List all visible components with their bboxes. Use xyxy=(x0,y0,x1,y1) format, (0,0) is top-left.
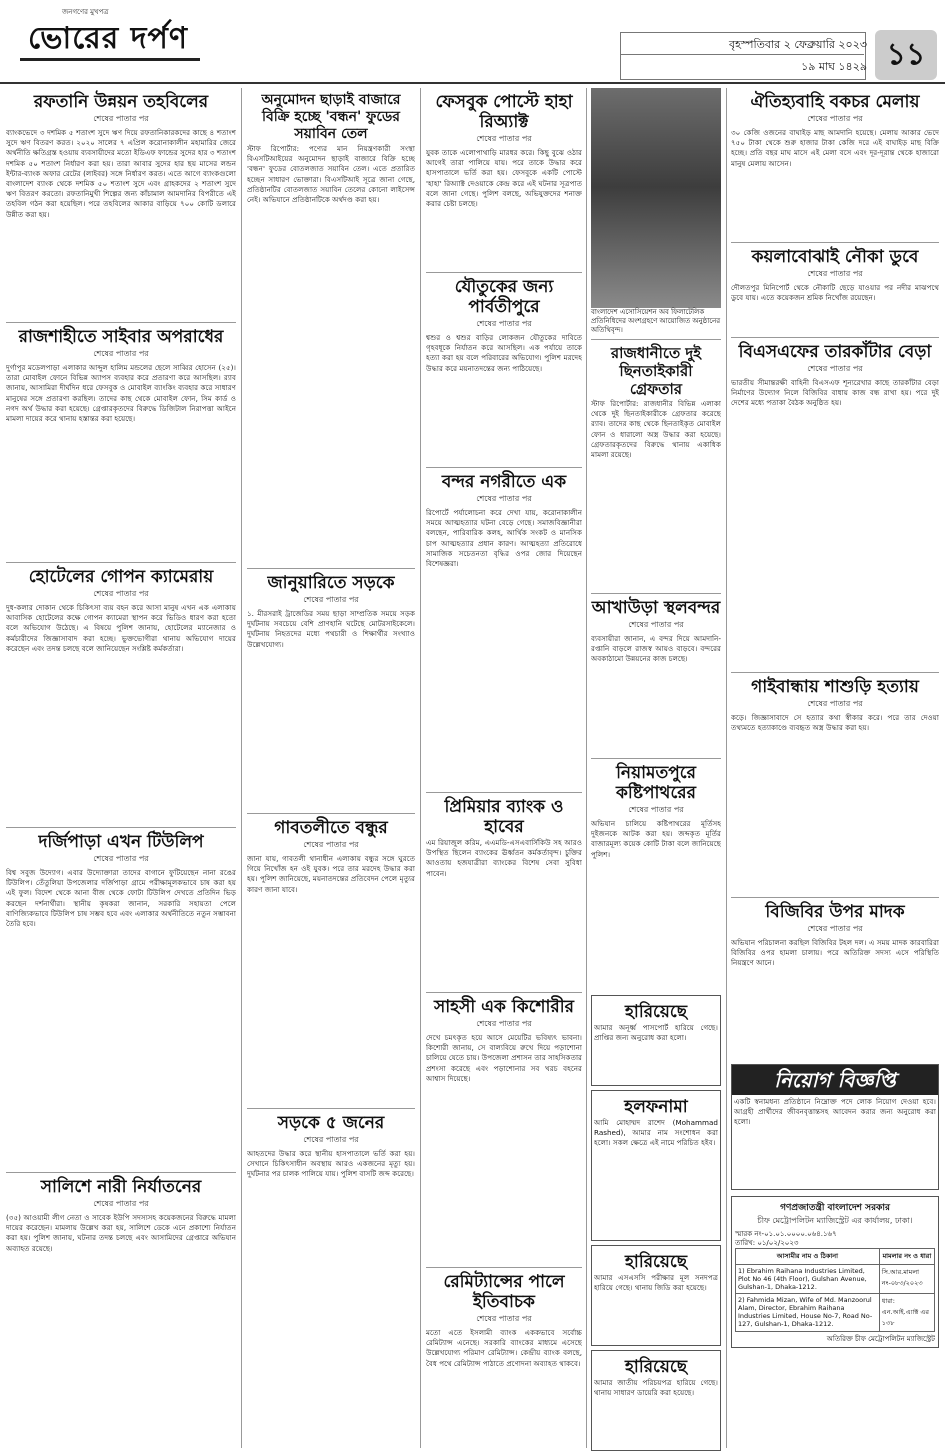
notice-table xyxy=(735,1248,935,1332)
issue-date: বৃহস্পতিবার ২ ফেব্রুয়ারি ২০২৩ xyxy=(728,38,867,51)
issue-date-bangla: ১৯ মাঘ ১৪২৯ xyxy=(801,60,867,73)
headline: অনুমোদন ছাড়াই বাজারে বিক্রি হচ্ছে 'বন্ধন' ফুডের সয়াবিন তেল xyxy=(261,92,401,142)
headline: সালিশে নারী নির্যাতনের xyxy=(40,1177,202,1197)
headline: বন্দর নগরীতে এক xyxy=(441,472,567,492)
headline: ঐতিহ্যবাহি বকচর মেলায় xyxy=(750,92,920,112)
headline: আখাউড়া স্থলবন্দর xyxy=(591,598,721,618)
article-divider xyxy=(426,467,582,468)
article-divider xyxy=(731,672,939,673)
continued-label: শেষের পাতার পর xyxy=(93,114,149,123)
job-notice-title: নিয়োগ বিজ্ঞপ্তি xyxy=(732,1065,938,1095)
gov-office: চীফ মেট্রোপলিটন ম্যাজিস্ট্রেট এর কার্যালয়, ঢাকা। xyxy=(757,1216,913,1225)
headline: নিয়ামতপুরে কষ্টিপাথরের xyxy=(616,763,696,803)
article-body: অভিযান চালিয়ে কষ্টিপাথরের মূর্তিসহ দুইজনকে আটক করা হয়। জব্দকৃত মূর্তির বাজারমূল্য কয়েক কোটি টাকা বলে জানিয়েছে পুলিশ। xyxy=(591,819,721,859)
article-body: ব্যবসায়ীরা জানান, এ বন্দর দিয়ে আমদানি-রপ্তানি বাড়লে রাজস্ব আয়ও বাড়বে। বন্দরের অবকাঠামো উন্নয়নের কাজ চলছে। xyxy=(591,634,721,664)
masthead xyxy=(0,0,945,82)
headline: রাজশাহীতে সাইবার অপরাধের xyxy=(18,327,224,347)
continued-label: শেষের পাতার পর xyxy=(807,114,863,123)
article-body: বিশ্ব সবুজ উদ্যোগ। এবার উদ্যোক্তারা তাদের বাগানে ফুটিয়েছেন নানা রঙের টিউলিপ। তেঁতুলিয়া উপজেলার দর্জিপাড়া গ্রামে পরীক্ষামূলকভাবে চাষ করা হয় এই ফুল। বিদেশ থেকে আনা বীজ থেকে ফোটা টিউলিপ দেখতে প্রতিদিন ভিড় করছেন দর্শনার্থীরা। স্থানীয় কৃষকরা জানান, সরকারি সহায়তা পেলে বাণিজ্যিকভাবে টিউলিপ চাষ সম্ভব হবে এবং এলাকার অর্থনীতিতে নতুন সম্ভাবনা তৈরি হবে। xyxy=(6,868,236,929)
continued-label: শেষের পাতার পর xyxy=(476,1019,532,1028)
classified-affidavit xyxy=(591,1090,721,1241)
job-notice xyxy=(731,1064,939,1190)
signature: অতিরিক্ত চীফ মেট্রোপলিটন ম্যাজিস্ট্রেট xyxy=(826,1335,935,1343)
article-body: স্টাফ রিপোর্টার: রাজধানীর বিভিন্ন এলাকা থেকে দুই ছিনতাইকারীকে গ্রেফতার করেছে র‌্যাব। তাদের কাছ থেকে ছিনতাইকৃত মোবাইল ফোন ও ধারালো অস্ত্র উদ্ধার করা হয়েছে। গ্রেফতারকৃতদের বিরুদ্ধে থানায় একাধিক মামলা রয়েছে। xyxy=(591,399,721,460)
classified-lost xyxy=(591,1245,721,1346)
column-divider xyxy=(241,88,242,1448)
continued-label: শেষের পাতার পর xyxy=(93,589,149,598)
article-divider xyxy=(591,593,721,594)
article-body: মতো এতে ইসলামী ব্যাংক এককভাবে সর্বোচ্চ রেমিট্যান্স এনেছে। সরকারি ব্যাংকের মাধ্যমে এসেছে উল্লেখযোগ্য পরিমাণ রেমিট্যান্স। কেন্দ্রীয় ব্যাংক বলছে, বৈধ পথে রেমিট্যান্স পাঠাতে প্রণোদনা অব্যাহত থাকবে। xyxy=(426,1328,582,1368)
article-divider xyxy=(591,758,721,759)
headline: রফতানি উন্নয়ন তহবিলের xyxy=(33,92,209,112)
classified-text: আমি মোহাম্মদ রাশেদ (Mohammad Rashed), আমার নাম সংশোধন করা হলো। সকল ক্ষেত্রে এই নামে পরিচিত হইব। xyxy=(594,1118,718,1148)
article-body: (৩৫) আওয়ামী লীগ নেতা ও সাবেক ইউপি সদস্যসহ কয়েকজনের বিরুদ্ধে মামলা দায়ের করেছেন। মামলায় উল্লেখ করা হয়, সালিশে ডেকে এনে প্রকাশ্যে নির্যাতন করা হয়। পুলিশ জানায়, ঘটনার তদন্ত চলছে এবং আসামিদের গ্রেপ্তারে অভিযান অব্যাহত রয়েছে। xyxy=(6,1213,236,1253)
headline: যৌতুকের জন্য পার্বতীপুরে xyxy=(454,277,554,317)
article-body: দুর্গাপুর মডেলপাড়া এলাকার আব্দুল হালিম মন্ডলের ছেলে সাব্বির হোসেন (২৫)। তারা মোবাইল ফোনে বিভিন্ন অ্যাপস ব্যবহার করে প্রতারণা করে আসছিল। র‌্যাব জানায়, আসামিরা দীর্ঘদিন ধরে ফেসবুক ও মোবাইল ব্যাংকিং ব্যবহার করে সাধারণ মানুষের সঙ্গে প্রতারণা করছিল। তাদের কাছ থেকে মোবাইল ফোন, সিম কার্ড ও নগদ অর্থ উদ্ধার করা হয়েছে। গ্রেপ্তারকৃতদের বিরুদ্ধে ডিজিটাল নিরাপত্তা আইনে মামলা দায়ের করে থানায় হস্তান্তর করা হয়েছে। xyxy=(6,363,236,424)
gov-title: গণপ্রজাতন্ত্রী বাংলাদেশ সরকার xyxy=(780,1203,890,1213)
article-divider xyxy=(6,1172,236,1173)
classified-title: হারিয়েছে xyxy=(624,1252,688,1272)
article-divider xyxy=(731,242,939,243)
table-header: আসামীর নাম ও ঠিকানা xyxy=(736,1249,880,1265)
column-5 xyxy=(731,88,939,1348)
headline: গাবতলীতে বন্ধুর xyxy=(274,818,388,838)
column-divider xyxy=(586,88,587,1448)
headline: কয়লাবোঝাই নৌকা ডুবে xyxy=(751,247,919,267)
continued-label: শেষের পাতার পর xyxy=(807,924,863,933)
table-cell: ধারা: এন.আই.এ্যাক্ট এর ১৩৮ xyxy=(879,1294,934,1332)
headline: জানুয়ারিতে সড়কে xyxy=(267,573,395,593)
gov-date: তারিখ: ০১/০২/২০২৩ xyxy=(735,1239,799,1247)
column-4 xyxy=(591,88,721,1451)
article-body: জানা যায়, গাবতলী থানাধীন এলাকায় বন্ধুর সঙ্গে ঘুরতে গিয়ে নিখোঁজ হন ওই যুবক। পরে তার মরদেহ উদ্ধার করা হয়। পুলিশ জানিয়েছে, ময়নাতদন্তের প্রতিবেদন পেলে মৃত্যুর কারণ জানা যাবে। xyxy=(247,854,415,894)
table-header-row xyxy=(736,1249,935,1265)
article-body: ১. মীরসরাই ট্রাজেডির সময় ছাড়া সাম্প্রতিক সময়ে সড়ক দুর্ঘটনায় সবচেয়ে বেশি প্রাণহানি ঘটেছে মোটরসাইকেলে। দুর্ঘটনায় নিহতদের মধ্যে পথচারী ও শিক্ষার্থীর সংখ্যাও উল্লেখযোগ্য। xyxy=(247,609,415,649)
table-row xyxy=(736,1265,935,1294)
article-divider xyxy=(6,322,236,323)
article-divider xyxy=(247,568,415,569)
article-body: আহতদের উদ্ধার করে স্থানীয় হাসপাতালে ভর্তি করা হয়। সেখানে চিকিৎসাধীন অবস্থায় আরও একজনের মৃত্যু হয়। দুর্ঘটনার পর চালক পালিয়ে যায়। পুলিশ বাসটি জব্দ করেছে। xyxy=(247,1149,415,1179)
continued-label: শেষের পাতার পর xyxy=(93,349,149,358)
classified-title: হারিয়েছে xyxy=(624,1357,688,1377)
article-divider xyxy=(591,339,721,340)
headline: হোটেলের গোপন ক্যামেরায় xyxy=(28,567,214,587)
masthead-tagline: জনগণের মুখপত্র xyxy=(62,8,109,16)
article-body: ৩০ কেজি ওজনের বাঘাইড় মাছ আমদানি হয়েছে। মেলায় আকার ভেদে ৭৫০ টাকা থেকে শুরু হাজার টাকা কেজি দরে এই বাঘাইড় মাছ বিক্রি হচ্ছে। প্রতি বছর মাঘ মাসে এই মেলা বসে এবং দূর-দূরান্ত থেকে হাজারো মানুষ মেলায় আসেন। xyxy=(731,128,939,168)
article-divider xyxy=(247,1108,415,1109)
classified-text: আমার জাতীয় পরিচয়পত্র হারিয়ে গেছে। থানায় সাধারণ ডায়েরি করা হয়েছে। xyxy=(594,1378,718,1398)
headline: ফেসবুক পোস্টে হাহা রিঅ্যাক্ট xyxy=(435,92,573,132)
classified-text: আমার এসএসসি পরীক্ষার মূল সনদপত্র হারিয়ে গেছে। থানায় জিডি করা হয়েছে। xyxy=(594,1273,718,1293)
column-2 xyxy=(247,88,415,1319)
column-3 xyxy=(426,88,582,1448)
job-notice-text: একটি স্বনামধন্য প্রতিষ্ঠানে নিম্নোক্ত পদে লোক নিয়োগ দেওয়া হবে। আগ্রহী প্রার্থীদের জীবনবৃত্তান্তসহ আবেদন করার জন্য অনুরোধ করা হলো। xyxy=(734,1097,936,1127)
article-divider xyxy=(6,827,236,828)
article-body: দুধ-কলার দোকান থেকে চিকিৎসা ব্যয় বহন করে আসা মানুষ এখন এক এলাকায় আবাসিক হোটেলের কক্ষে গোপন ক্যামেরা স্থাপন করে ভিডিও ধারণ করা হতো বলে অভিযোগ উঠেছে। এ বিষয়ে পুলিশ জানায়, হোটেলের ম্যানেজার ও কর্মচারীদের জিজ্ঞাসাবাদ করা হচ্ছে। ভুক্তভোগীরা থানায় অভিযোগ দায়ের করেছেন এবং তদন্ত চলছে বলে জানিয়েছেন সংশ্লিষ্ট কর্মকর্তারা। xyxy=(6,603,236,653)
continued-label: শেষের পাতার পর xyxy=(807,364,863,373)
article-divider xyxy=(731,337,939,338)
court-notice xyxy=(731,1196,939,1348)
headline: সড়কে ৫ জনের xyxy=(277,1113,385,1133)
article-divider xyxy=(6,562,236,563)
headline: বিজিবির উপর মাদক xyxy=(765,902,905,922)
page-number: ১১ xyxy=(875,30,937,80)
continued-label: শেষের পাতার পর xyxy=(93,854,149,863)
headline: গাইবান্ধায় শাশুড়ি হত্যায় xyxy=(751,677,919,697)
article-body: দৌলতপুর মিনিপোর্ট থেকে নৌকাটি ছেড়ে যাওয়ার পর নদীর মাঝপথে ডুবে যায়। এতে কয়েকজন শ্রমিক নিখোঁজ রয়েছেন। xyxy=(731,283,939,303)
article-body: এম রিয়াজুল করিম, এএমডি-এসএবার্সিকিউ সহ আরও উপস্থিত ছিলেন ব্যাংকের ঊর্ধ্বতন কর্মকর্তাবৃন্দ। চুক্তির আওতায় হজযাত্রীরা ব্যাংকের বিশেষ সেবা সুবিধা পাবেন। xyxy=(426,838,582,878)
article-body: রিপোর্টে পর্যালোচনা করে দেখা যায়, করোনাকালীন সময়ে আত্মহত্যার ঘটনা বেড়ে গেছে। সমাজবিজ্ঞানীরা বলছেন, পারিবারিক কলহ, আর্থিক সংকট ও মানসিক চাপ আত্মহত্যার প্রধান কারণ। আত্মহত্যা প্রতিরোধে সামাজিক সচেতনতা বৃদ্ধির ওপর জোর দিয়েছেন বিশেষজ্ঞরা। xyxy=(426,508,582,569)
event-photo xyxy=(591,88,721,308)
gov-memo: স্মারক নং-০১.০১.০০০০.০৬৪.১৬৭ xyxy=(735,1230,837,1238)
article-divider xyxy=(247,813,415,814)
column-1 xyxy=(6,88,236,1333)
continued-label: শেষের পাতার পর xyxy=(807,269,863,278)
article-body: ব্যাংকভেদে ৩ দশমিক ৫ শতাংশ সুদে ঋণ দিয়ে রফতানিকারকদের কাছে ৪ শতাংশ সুদে ঋণ বিতরণ করত। ২০২০ সালের ৭ এপ্রিল করোনাকালীন মহামারির জেরে অর্থনীতি ক্ষতিগ্রস্ত হওয়ায় ব্যবসায়ীদের মতো ইডিএফ ফান্ডের সুদের হার ৩ শতাংশ দশমিক ৫০ শতাংশ নির্ধারণ করা হয়। তারা আবার সুদের হার ছয় মাসের লন্ডন ইন্টার-ব্যাংক অফার রেটের (লাইবর) সঙ্গে নির্ধারণ করত। এতে আগে ব্যাংকগুলো বাংলাদেশ ব্যাংক থেকে দশমিক ৫০ শতাংশ সুদে এবং গ্রাহকদের ২ শতাংশ সুদে ঋণ বিতরণ করতো। রফতানিমুখী শিল্পের জন্য কাঁচামাল আমদানির বিপরীতে এই তহবিল গঠন করা হয়েছিল। পরে তহবিলের আকার বাড়িয়ে ৭০০ কোটি ডলারে উন্নীত করা হয়। xyxy=(6,128,236,219)
classified-lost xyxy=(591,1350,721,1451)
classified-title: হারিয়েছে xyxy=(624,1002,688,1022)
article-body: অভিযান পরিচালনা করছিল বিজিবির টহল দল। এ সময় মাদক কারবারিরা বিজিবির ওপর হামলা চালায়। পরে অতিরিক্ত সদস্য এসে পরিস্থিতি নিয়ন্ত্রণে আনে। xyxy=(731,938,939,968)
headline: প্রিমিয়ার ব্যাংক ও হাবের xyxy=(444,797,564,837)
headline: বিএসএফের তারকাঁটার বেড়া xyxy=(738,342,932,362)
article-divider xyxy=(426,992,582,993)
table-header: মামলার নং ও ধারা xyxy=(879,1249,934,1265)
article-body: শ্বশুর ও শ্বশুর বাড়ির লোকজন যৌতুকের দাবিতে গৃহবধূকে নির্যাতন করে আসছিল। এক পর্যায়ে তাকে হত্যা করা হয় বলে পরিবারের অভিযোগ। পুলিশ মরদেহ উদ্ধার করে ময়নাতদন্তের জন্য পাঠিয়েছে। xyxy=(426,333,582,373)
table-row xyxy=(736,1294,935,1332)
continued-label: শেষের পাতার পর xyxy=(476,494,532,503)
continued-label: শেষের পাতার পর xyxy=(303,595,359,604)
article-divider xyxy=(426,792,582,793)
classified-title: হলফনামা xyxy=(624,1097,688,1117)
newspaper-logo: ভোরের দর্পণ xyxy=(28,21,188,56)
continued-label: শেষের পাতার পর xyxy=(303,840,359,849)
table-cell: 1) Ebrahim Raihana Industries Limited, Plot No 46 (4th Floor), Gulshan Avenue, Gulshan-1, Dhaka-1212. xyxy=(736,1265,880,1294)
continued-label: শেষের পাতার পর xyxy=(628,805,684,814)
continued-label: শেষের পাতার পর xyxy=(93,1199,149,1208)
header-rule xyxy=(0,82,945,84)
continued-label: শেষের পাতার পর xyxy=(476,1314,532,1323)
headline: রাজধানীতে দুই ছিনতাইকারী গ্রেফতার xyxy=(610,344,702,398)
continued-label: শেষের পাতার পর xyxy=(807,699,863,708)
article-body: স্টাফ রিপোর্টার: পণ্যের মান নিয়ন্ত্রণকারী সংস্থা বিএসটিআইয়ের অনুমোদন ছাড়াই বাজারে বিক্রি হচ্ছে 'বন্ধন' ফুডের বোতলজাত সয়াবিন তেল। এতে প্রতারিত হচ্ছেন সাধারণ ভোক্তারা। বিএসটিআই সূত্রে জানা গেছে, প্রতিষ্ঠানটির বোতলজাত সয়াবিন তেলের কোনো লাইসেন্স নেই। অভিযানে প্রতিষ্ঠানটিকে অর্থদণ্ড করা হয়। xyxy=(247,144,415,205)
article-body: যুবক তাকে এলোপাথাড়ি মারধর করে। কিছু বুঝে ওঠার আগেই তারা পালিয়ে যায়। পরে তাকে উদ্ধার করে হাসপাতালে ভর্তি করা হয়। ফেসবুকে একটি পোস্টে 'হাহা' রিঅ্যাক্ট দেওয়াকে কেন্দ্র করে এই ঘটনার সূত্রপাত বলে জানা গেছে। পুলিশ বলছে, অভিযুক্তদের শনাক্ত করার চেষ্টা চলছে। xyxy=(426,148,582,209)
article-divider xyxy=(426,1267,582,1268)
continued-label: শেষের পাতার পর xyxy=(476,319,532,328)
logo-rule xyxy=(20,58,200,61)
classified-text: আমার অনূর্ধ্ব পাসপোর্ট হারিয়ে গেছে। প্রাপ্তির জন্য অনুরোধ করা হলো। xyxy=(594,1023,718,1043)
article-body: ভারতীয় সীমান্তরক্ষী বাহিনী বিএসএফ শূন্যরেখার কাছে তারকাঁটার বেড়া নির্মাণের উদ্যোগ নিলে বিজিবির বাধায় কাজ বন্ধ রাখা হয়। পরে দুই দেশের মধ্যে পতাকা বৈঠক অনুষ্ঠিত হয়। xyxy=(731,378,939,408)
headline: রেমিট্যান্সের পালে ইতিবাচক xyxy=(443,1272,565,1312)
headline: দর্জিপাড়া এখন টিউলিপ xyxy=(38,832,204,852)
classified-lost xyxy=(591,995,721,1086)
continued-label: শেষের পাতার পর xyxy=(303,1135,359,1144)
article-body: কড়ে। জিজ্ঞাসাবাদে সে হত্যার কথা স্বীকার করে। পরে তার দেওয়া তথ্যমতে হত্যাকাণ্ডে ব্যবহৃত অস্ত্র উদ্ধার করা হয়। xyxy=(731,713,939,733)
article-divider xyxy=(426,272,582,273)
article-divider xyxy=(731,897,939,898)
column-divider xyxy=(420,88,421,1448)
table-cell: সি.আর.মামলা নং-০৮৩/২০২৩ xyxy=(879,1265,934,1294)
column-divider xyxy=(726,88,727,1448)
headline: সাহসী এক কিশোরীর xyxy=(434,997,574,1017)
article-body: দেখে চমৎকৃত হয়ে আসে মেয়েটির ভবিষ্যৎ ভাবনা। কিশোরী জানায়, সে বাল্যবিয়ে রুখে দিয়ে পড়াশোনা চালিয়ে যেতে চায়। উপজেলা প্রশাসন তার সাহসিকতার প্রশংসা করেছে এবং পড়াশোনার সব খরচ বহনের আশ্বাস দিয়েছে। xyxy=(426,1033,582,1083)
continued-label: শেষের পাতার পর xyxy=(628,620,684,629)
continued-label: শেষের পাতার পর xyxy=(476,134,532,143)
photo-caption: বাংলাদেশ এসোসিয়েশন অব ফিলাটেলিক প্রতিনিধিদের অংশগ্রহণে আয়োজিত অনুষ্ঠানের অতিথিবৃন্দ। xyxy=(591,308,721,334)
table-cell: 2) Fahmida Mizan, Wife of Md. Manzoorul Alam, Director, Ebrahim Raihana Industries Limited, House No-7, Road No-127, Gulshan-1, Dhaka-1212. xyxy=(736,1294,880,1332)
